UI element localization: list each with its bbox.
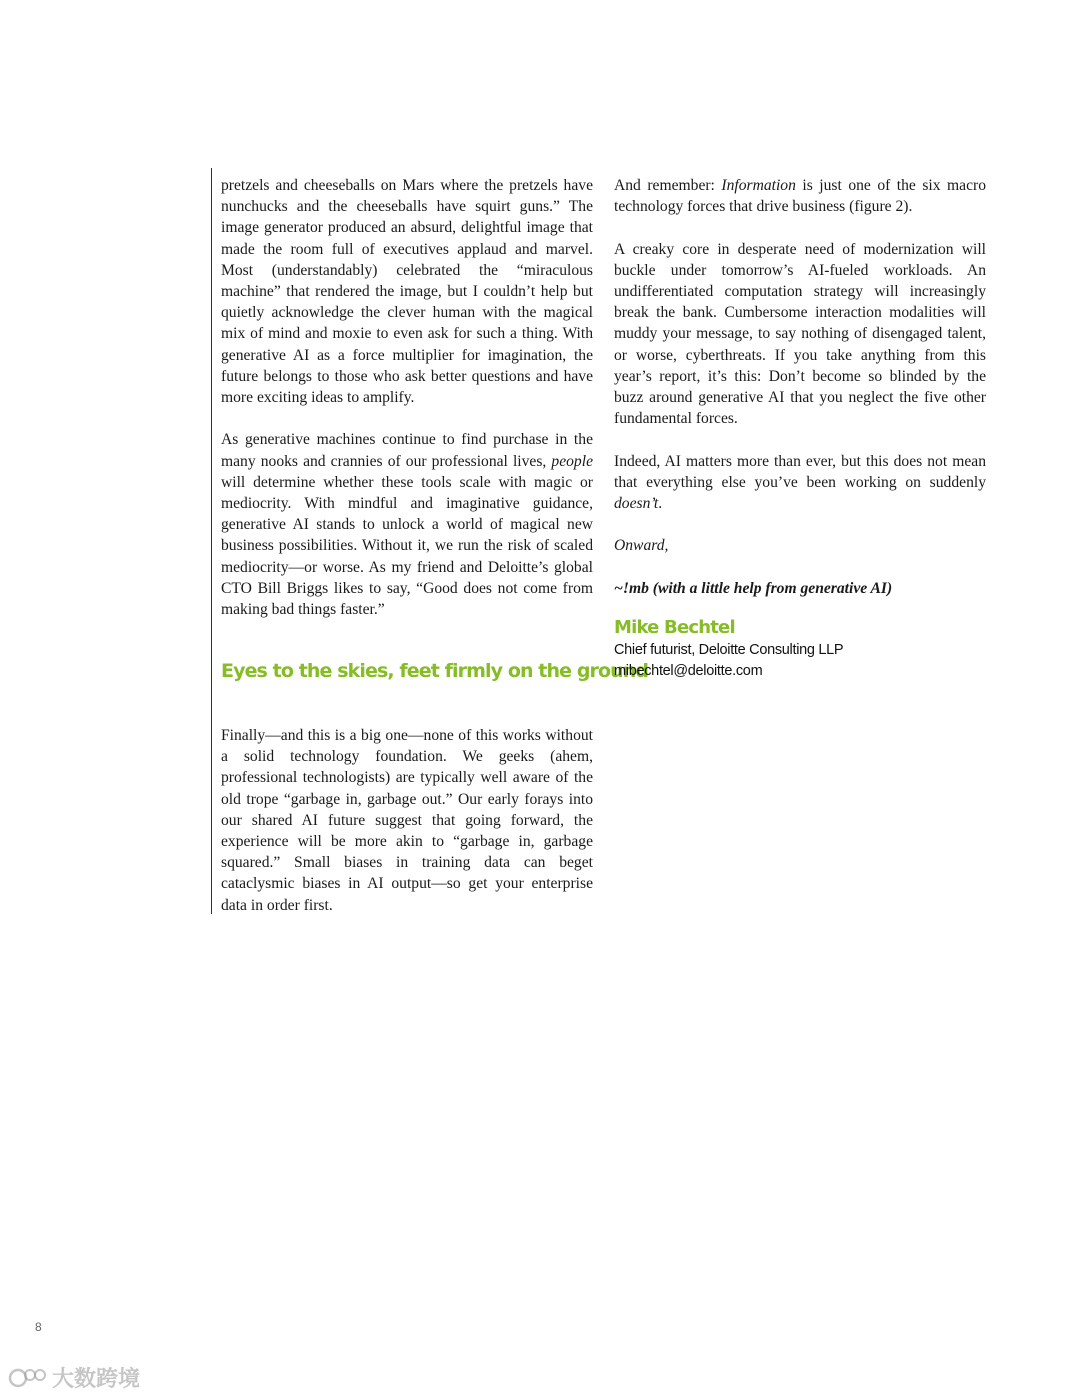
left-column-lower bbox=[221, 725, 593, 937]
left-paragraph-2 bbox=[221, 429, 593, 620]
watermark bbox=[8, 1362, 140, 1393]
right-paragraph-2: A creaky core in desperate need of modernization will buckle under tomorrow’s AI-fueled workloads. An undifferentiated computation strategy will increasingly break the bank. Cumbersome interaction modalities will muddy your message, to say nothing of disengaged talent, or worse, cyberthreats. If you take anything from this year’s report, it’s this: Don’t become so blinded by the buzz around generative AI that you neglect the five other fundamental forces. bbox=[614, 240, 986, 428]
left-paragraph-2-start: As generative machines continue to find purchase in the many nooks and crannies of our professional lives, bbox=[221, 431, 593, 470]
right-paragraph-3-emphasis: doesn’t bbox=[614, 495, 659, 513]
column-rule bbox=[211, 168, 212, 914]
left-paragraph-2-end: will determine whether these tools scale with magic or mediocrity. With mindful and imaginative guidance, generative AI stands to unlock a world of magical new business possibilities. Without it, we run the risk of scaled mediocrity—or worse. As my friend and Deloitte’s global CTO Bill Briggs likes to say, “Good does not come from making bad things faster.” bbox=[221, 473, 593, 619]
right-paragraph-3-start: Indeed, AI matters more than ever, but this does not mean that everything else you’ve been working on suddenly bbox=[614, 452, 986, 491]
author-title: Chief futurist, Deloitte Consulting LLP bbox=[614, 642, 844, 658]
right-paragraph-1 bbox=[614, 175, 986, 217]
right-paragraph-3-end: . bbox=[658, 495, 663, 513]
watermark-logo-icon bbox=[8, 1366, 48, 1390]
author-block bbox=[614, 616, 843, 682]
right-paragraph-1-end: is just one of the six macro technology forces that drive business (figure 2). bbox=[614, 177, 986, 216]
left-paragraph-3: Finally—and this is a big one—none of this works without a solid technology foundation. We geeks (ahem, professional technologists) are typically well aware of the old trope “garbage in, garbage out.” Our early forays into our shared AI future suggest that going forward, the experience will be more akin to “garbage in, garbage squared.” Small biases in training data can beget cataclysmic biases in AI output—so get your enterprise data in order first. bbox=[221, 727, 593, 914]
right-paragraph-1-emphasis: Information bbox=[721, 177, 796, 194]
author-name: Mike Bechtel bbox=[614, 617, 735, 638]
left-column bbox=[221, 175, 593, 641]
right-paragraph-1-start: And remember: bbox=[614, 177, 722, 194]
section-heading: Eyes to the skies, feet firmly on the ground bbox=[221, 660, 649, 682]
watermark-text: 大数跨境 bbox=[52, 1367, 141, 1392]
signoff: Onward, bbox=[614, 537, 669, 555]
right-column bbox=[614, 175, 986, 620]
author-email[interactable]: mibechtel@deloitte.com bbox=[614, 663, 763, 679]
left-paragraph-1: pretzels and cheeseballs on Mars where the pretzels have nunchucks and the cheeseballs have squirt guns.” The image generator produced an absurd, delightful image that made the room full of executives applaud and marvel. Most (understandably) celebrated the “miraculous machine” that rendered the image, but I couldn’t help but quietly acknowledge the clever human with the magical mix of mind and moxie to even ask for such a thing. With generative AI as a force multiplier for imagination, the future belongs to those who ask better questions and have more exciting ideas to amplify. bbox=[221, 177, 593, 407]
page-number: 8 bbox=[35, 1320, 42, 1334]
right-paragraph-3 bbox=[614, 451, 986, 515]
left-paragraph-2-emphasis: people bbox=[551, 452, 593, 470]
signoff-initials: ~!mb (with a little help from generative AI) bbox=[614, 579, 893, 597]
